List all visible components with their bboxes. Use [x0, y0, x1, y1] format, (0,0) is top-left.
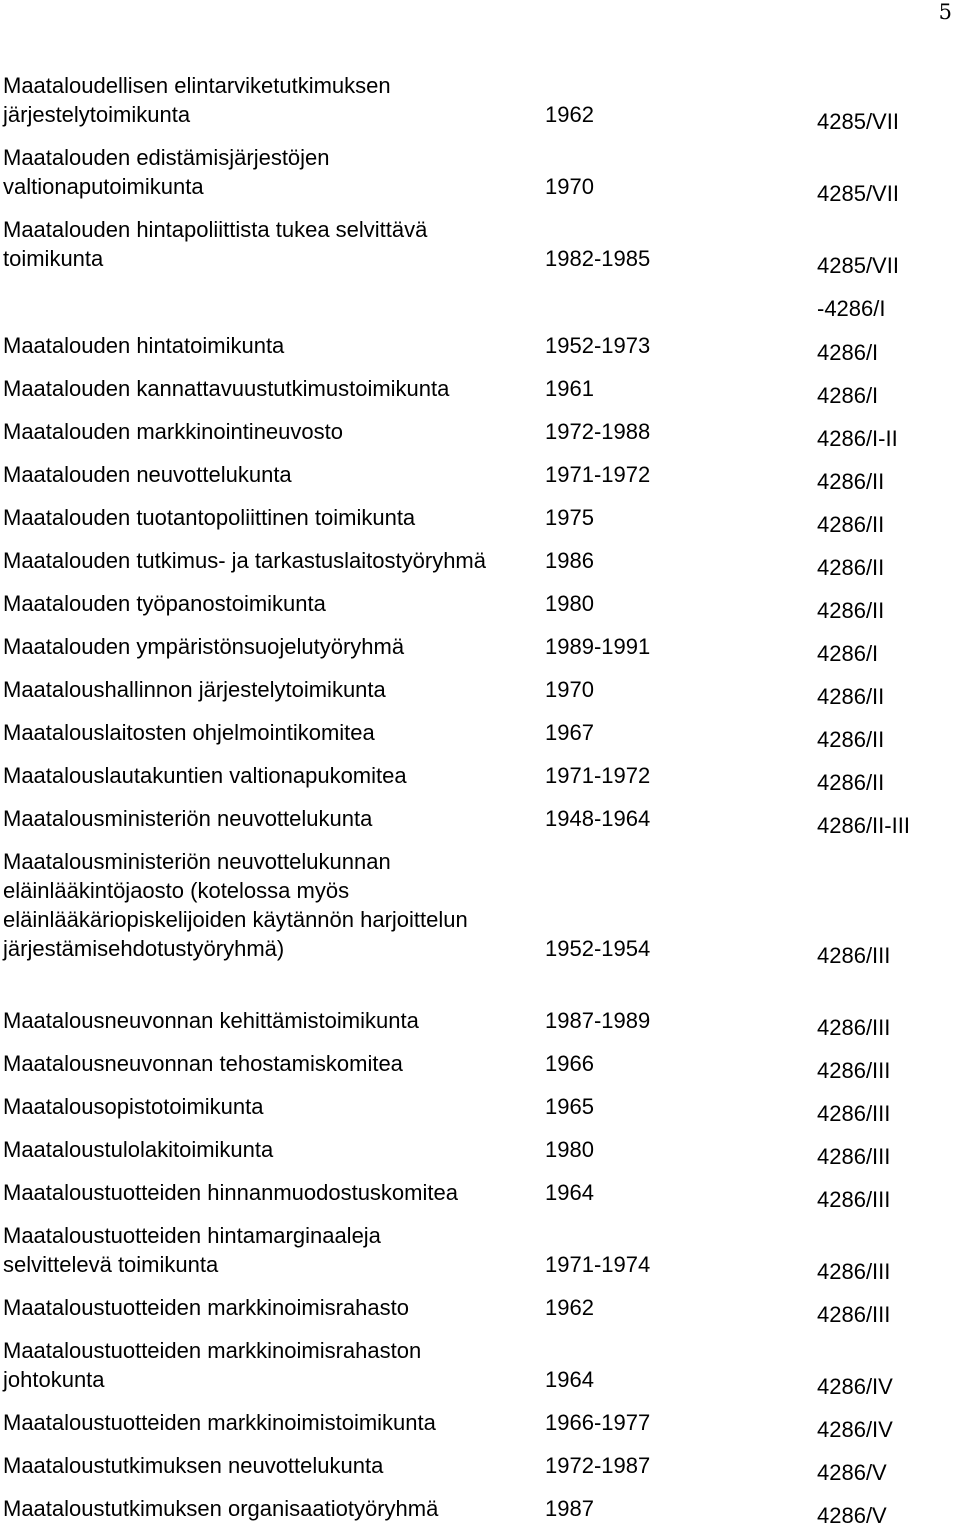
committee-name: Maatalousministeriön neuvottelukunnan eläinlääkintöjaosto (kotelossa myös eläinlääkäriopiskelijoiden käytännön harjoittelun järjestämisehdotustyöryhmä) — [3, 849, 468, 961]
archive-code: 4286/II — [817, 684, 885, 709]
committee-years: 1975 — [545, 505, 594, 530]
archive-code: 4285/VII — [817, 181, 899, 206]
committee-name: Maatalouden tutkimus- ja tarkastuslaitostyöryhmä — [3, 548, 486, 573]
committee-name: Maataloustuotteiden markkinoimisrahasto — [3, 1295, 409, 1320]
committee-years: 1952-1973 — [545, 333, 651, 358]
committee-years: 1966 — [545, 1051, 594, 1076]
archive-code: 4286/I — [817, 340, 879, 365]
archive-code: 4286/II-III — [817, 813, 910, 838]
archive-code: 4285/VII — [817, 109, 899, 134]
committee-name: Maatalousopistotoimikunta — [3, 1094, 264, 1119]
archive-code: 4286/V — [817, 1460, 887, 1485]
committee-name: Maataloustuotteiden hintamarginaaleja selvittelevä toimikunta — [3, 1223, 381, 1277]
archive-code: 4286/II — [817, 512, 885, 537]
page-number: 5 — [938, 0, 952, 24]
archive-code: 4286/III — [817, 1259, 891, 1284]
archive-code: 4286/II — [817, 727, 885, 752]
committee-name: Maatalouden markkinointineuvosto — [3, 419, 343, 444]
archive-code: 4286/III — [817, 1015, 891, 1040]
committee-years: 1987 — [545, 1496, 594, 1521]
committee-name: Maataloustutkimuksen neuvottelukunta — [3, 1453, 384, 1478]
committee-years: 1952-1954 — [545, 936, 651, 961]
committee-years: 1962 — [545, 102, 594, 127]
committee-name: Maatalousneuvonnan kehittämistoimikunta — [3, 1008, 419, 1033]
committee-years: 1966-1977 — [545, 1410, 651, 1435]
committee-years: 1972-1987 — [545, 1453, 651, 1478]
archive-code: 4286/I — [817, 383, 879, 408]
archive-code: 4286/II — [817, 555, 885, 580]
committee-years: 1965 — [545, 1094, 594, 1119]
committee-years: 1982-1985 — [545, 246, 651, 271]
committee-years: 1948-1964 — [545, 806, 651, 831]
committee-name: Maatalouden edistämisjärjestöjen valtionaputoimikunta — [3, 145, 330, 199]
committee-name: Maataloustulolakitoimikunta — [3, 1137, 274, 1162]
archive-code: 4286/III — [817, 1187, 891, 1212]
committee-years: 1971-1974 — [545, 1252, 651, 1277]
committee-years: 1970 — [545, 677, 594, 702]
committee-years: 1967 — [545, 720, 594, 745]
committee-name: Maatalouslaitosten ohjelmointikomitea — [3, 720, 375, 745]
archive-code: 4286/V — [817, 1503, 887, 1528]
committee-name: Maatalouden neuvottelukunta — [3, 462, 292, 487]
committee-name: Maataloushallinnon järjestelytoimikunta — [3, 677, 386, 702]
archive-code: 4286/III — [817, 1144, 891, 1169]
committee-years: 1972-1988 — [545, 419, 651, 444]
committee-name: Maataloustuotteiden markkinoimistoimikunta — [3, 1410, 436, 1435]
archive-code: 4286/II — [817, 469, 885, 494]
archive-code: 4285/VII -4286/I — [817, 253, 899, 321]
archive-code: 4286/I-II — [817, 426, 898, 451]
archive-code: 4286/III — [817, 1302, 891, 1327]
committee-name: Maatalouden tuotantopoliittinen toimikunta — [3, 505, 416, 530]
committee-name: Maatalouden ympäristönsuojelutyöryhmä — [3, 634, 405, 659]
committee-years: 1989-1991 — [545, 634, 651, 659]
archive-code: 4286/III — [817, 1101, 891, 1126]
committee-name: Maataloustuotteiden markkinoimisrahaston johtokunta — [3, 1338, 422, 1392]
committee-years: 1971-1972 — [545, 462, 651, 487]
archive-code: 4286/III — [817, 1058, 891, 1083]
committee-name: Maatalousneuvonnan tehostamiskomitea — [3, 1051, 403, 1076]
archive-code: 4286/II — [817, 598, 885, 623]
archive-code: 4286/I — [817, 641, 879, 666]
committee-years: 1961 — [545, 376, 594, 401]
archive-code: 4286/II — [817, 770, 885, 795]
committee-years: 1971-1972 — [545, 763, 651, 788]
committee-name: Maatalouden kannattavuustutkimustoimikunta — [3, 376, 450, 401]
committee-name: Maatalouden hintapoliittista tukea selvittävä toimikunta — [3, 217, 428, 271]
committee-name: Maatalouslautakuntien valtionapukomitea — [3, 763, 407, 788]
committee-years: 1962 — [545, 1295, 594, 1320]
committee-years: 1970 — [545, 174, 594, 199]
archive-code: 4286/IV — [817, 1374, 893, 1399]
committee-years: 1964 — [545, 1367, 594, 1392]
committee-years: 1980 — [545, 1137, 594, 1162]
committee-years: 1964 — [545, 1180, 594, 1205]
committee-name: Maatalouden työpanostoimikunta — [3, 591, 326, 616]
committee-name: Maatalouden hintatoimikunta — [3, 333, 285, 358]
committee-name: Maataloustutkimuksen organisaatiotyöryhmä — [3, 1496, 439, 1521]
committee-years: 1986 — [545, 548, 594, 573]
committee-name: Maataloustuotteiden hinnanmuodostuskomitea — [3, 1180, 458, 1205]
committee-name: Maataloudellisen elintarviketutkimuksen järjestelytoimikunta — [3, 73, 391, 127]
committee-years: 1987-1989 — [545, 1008, 651, 1033]
committee-name: Maatalousministeriön neuvottelukunta — [3, 806, 373, 831]
committee-years: 1980 — [545, 591, 594, 616]
archive-code: 4286/IV — [817, 1417, 893, 1442]
archive-code: 4286/III — [817, 943, 891, 968]
